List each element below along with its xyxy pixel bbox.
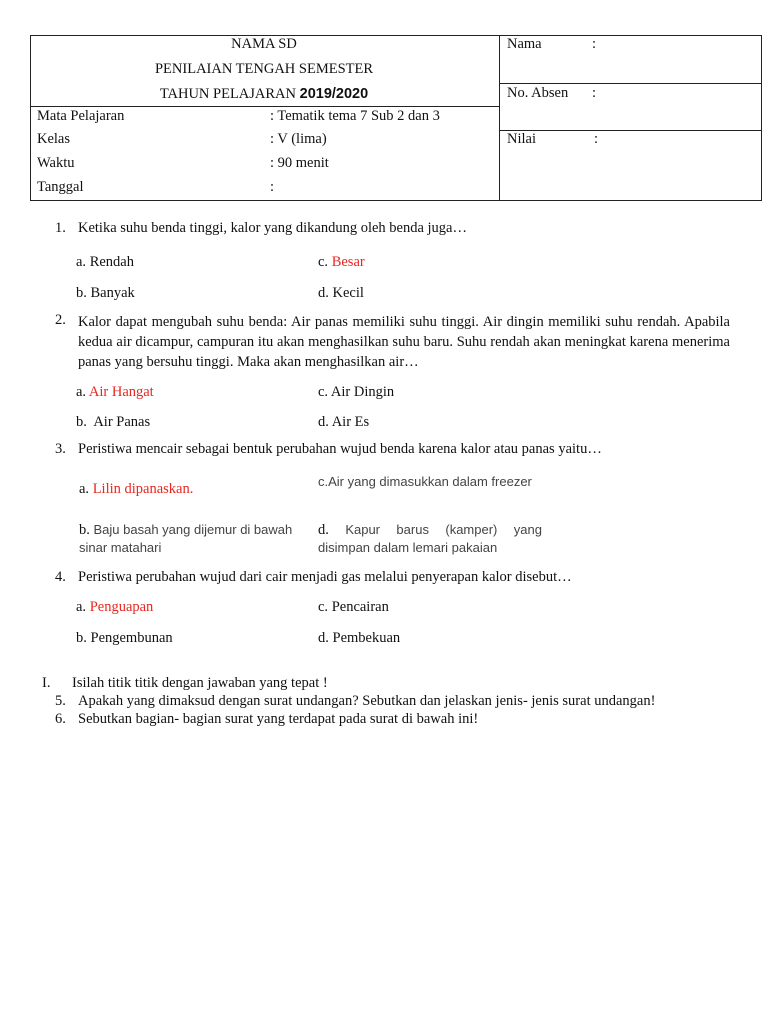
question-number: 5. <box>55 693 66 709</box>
option-letter: b. <box>76 414 87 430</box>
option-d <box>318 414 369 431</box>
option-a <box>76 254 134 271</box>
option-letter: b. <box>79 522 90 538</box>
info-label-date: Tanggal <box>37 179 84 195</box>
option-letter: a. <box>79 481 90 497</box>
correct-answer: Lilin dipanaskan. <box>92 481 194 497</box>
option-letter: d. <box>318 285 329 301</box>
option-text: Air yang dimasukkan dalam freezer <box>328 474 532 489</box>
option-b <box>76 285 135 302</box>
option-a <box>76 384 154 401</box>
option-letter: c. <box>318 599 329 615</box>
option-text: Kapur barus (kamper) yang disimpan dalam lemari pakaian <box>318 522 542 555</box>
field-name-colon: : <box>592 36 597 52</box>
info-value-time: : 90 menit <box>270 155 329 171</box>
option-letter: d. <box>318 522 329 538</box>
option-letter: b. <box>76 285 87 301</box>
exam-title: PENILAIAN TENGAH SEMESTER <box>154 61 374 77</box>
option-d <box>318 630 400 647</box>
question-text: Peristiwa mencair sebagai bentuk perubahan wujud benda karena kalor atau panas yaitu… <box>78 441 602 457</box>
option-letter: c. <box>318 254 329 270</box>
info-value-class: : V (lima) <box>270 131 327 147</box>
option-text: Air Panas <box>93 414 151 430</box>
option-text: Baju basah yang dijemur di bawah sinar matahari <box>79 522 293 555</box>
question-number: 3. <box>55 441 66 457</box>
option-c <box>318 254 365 271</box>
correct-answer: Besar <box>331 254 365 270</box>
question-text: Apakah yang dimaksud dengan surat undangan? Sebutkan dan jelaskan jenis- jenis surat undangan! <box>78 693 656 709</box>
section-title: Isilah titik titik dengan jawaban yang tepat ! <box>72 675 328 691</box>
option-c <box>318 384 394 401</box>
question-text: Kalor dapat mengubah suhu benda: Air panas memiliki suhu tinggi. Air dingin memiliki suhu rendah. Apabila kedua air dicampur, campuran itu akan menghasilkan suhu baru. Suhu rendah akan meningkat karena menerima panas yang bersuhu tinggi. Maka akan menghasilkan air… <box>78 314 730 370</box>
option-b <box>76 630 173 647</box>
field-name-label: Nama <box>507 36 542 52</box>
option-b <box>76 414 150 431</box>
question-text: Ketika suhu benda tinggi, kalor yang dikandung oleh benda juga… <box>78 220 467 236</box>
info-label-time: Waktu <box>37 155 75 171</box>
question-number: 6. <box>55 711 66 727</box>
question-number: 4. <box>55 569 66 585</box>
vertical-divider <box>499 36 500 200</box>
option-d <box>318 521 542 557</box>
year-value: 2019/2020 <box>299 86 369 102</box>
absen-divider <box>499 130 761 131</box>
option-b <box>79 521 307 557</box>
field-absen-colon: : <box>592 85 597 101</box>
option-text: Pembekuan <box>332 630 401 646</box>
info-value-date: : <box>270 179 275 195</box>
option-d <box>318 285 364 302</box>
info-label-subject: Mata Pelajaran <box>37 108 125 124</box>
option-letter: d. <box>318 630 329 646</box>
option-letter: c. <box>318 384 329 400</box>
correct-answer: Air Hangat <box>88 384 154 400</box>
correct-answer: Penguapan <box>89 599 154 615</box>
option-text: Kecil <box>332 285 364 301</box>
question-number: 1. <box>55 220 66 236</box>
section-numeral: I. <box>42 675 51 691</box>
option-a <box>79 481 193 498</box>
option-text: Banyak <box>90 285 135 301</box>
info-label-class: Kelas <box>37 131 71 147</box>
school-year <box>30 86 498 103</box>
field-absen-label: No. Absen <box>507 85 569 101</box>
option-letter: a. <box>76 384 87 400</box>
option-letter: a. <box>76 599 87 615</box>
question-text: Peristiwa perubahan wujud dari cair menjadi gas melalui penyerapan kalor disebut… <box>78 569 572 585</box>
year-label: TAHUN PELAJARAN <box>159 86 300 102</box>
option-text: Pengembunan <box>90 630 173 646</box>
info-value-subject: : Tematik tema 7 Sub 2 dan 3 <box>270 108 440 124</box>
option-c <box>318 599 389 616</box>
school-name: NAMA SD <box>231 36 297 52</box>
option-text: Rendah <box>89 254 134 270</box>
option-letter: a. <box>76 254 87 270</box>
question-text: Sebutkan bagian- bagian surat yang terdapat pada surat di bawah ini! <box>78 711 479 727</box>
option-letter: d. <box>318 414 329 430</box>
option-text: Air Es <box>331 414 370 430</box>
option-text: Air Dingin <box>330 384 395 400</box>
option-a <box>76 599 153 616</box>
option-c <box>318 473 542 491</box>
name-divider <box>499 83 761 84</box>
option-text: Pencairan <box>331 599 389 615</box>
question-number: 2. <box>55 312 66 328</box>
option-letter: c. <box>318 474 329 489</box>
option-letter: b. <box>76 630 87 646</box>
title-divider <box>31 106 499 107</box>
field-score-colon: : <box>594 131 599 147</box>
field-score-label: Nilai <box>507 131 536 147</box>
